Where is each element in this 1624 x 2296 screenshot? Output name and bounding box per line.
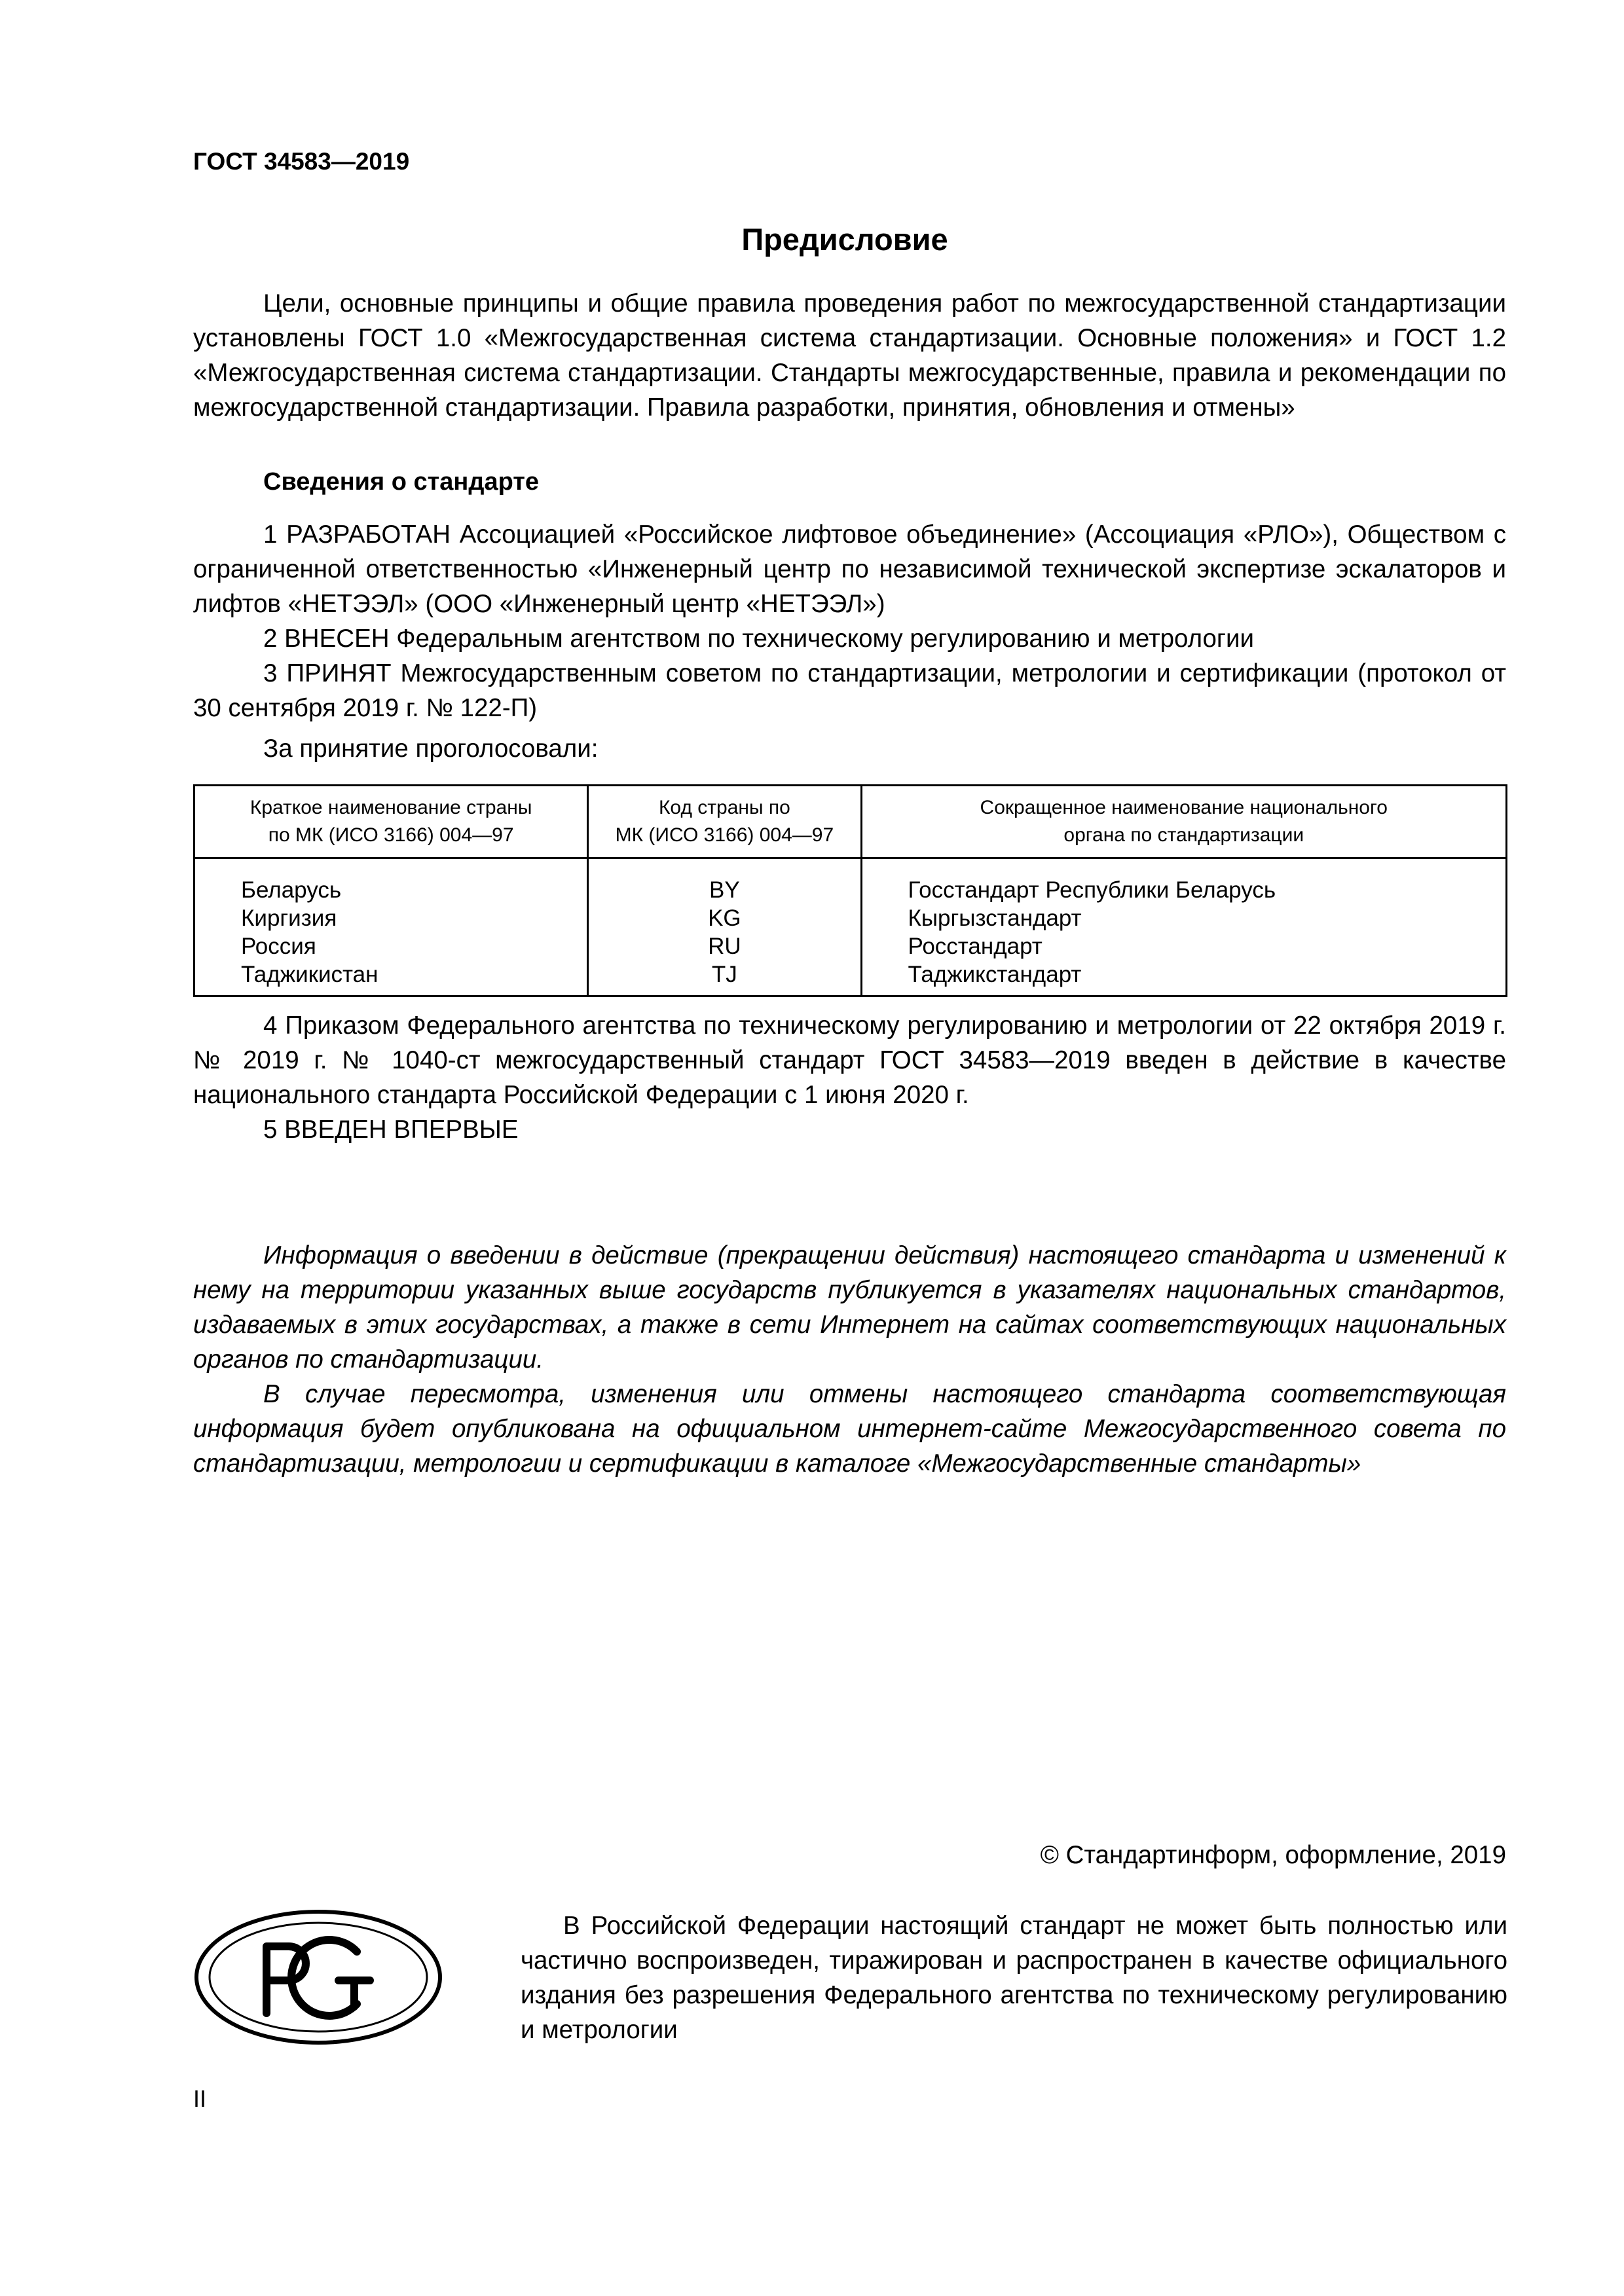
table-header-row	[194, 786, 1507, 858]
voting-countries-table	[193, 784, 1507, 997]
notice-paragraph-1: Информация о введении в действие (прекращении действия) настоящего стандарта и изменений к нему на территории указанных выше государств публикуется в указателях национальных стандартов, издаваемых в этих государствах, а также в сети Интернет на сайтах соответствующих национальных органов по стандартизации.	[193, 1241, 1506, 1374]
document-code: ГОСТ 34583—2019	[193, 148, 410, 175]
page-number: II	[193, 2085, 207, 2112]
cell-body: Кыргызстандарт	[861, 904, 1506, 932]
cell-country: Россия	[194, 932, 588, 960]
cell-code: BY	[588, 866, 861, 904]
cell-country: Таджикистан	[194, 960, 588, 996]
table-row	[194, 866, 1507, 904]
copyright-line: © Стандартинформ, оформление, 2019	[1040, 1841, 1506, 1869]
table-row	[194, 904, 1507, 932]
table-row	[194, 960, 1507, 996]
reproduction-rights-notice: В Российской Федерации настоящий стандарт не может быть полностью или частично воспроизведен, тиражирован и распространен в качестве официального издания без разрешения Федерального агентства по техническому регулированию и метрологии	[521, 1912, 1507, 2044]
vote-label: За принятие проголосовали:	[263, 735, 599, 763]
cell-code: RU	[588, 932, 861, 960]
table-separator	[194, 858, 1507, 866]
header-country-code: Код страны по МК (ИСО 3166) 004—97	[588, 786, 861, 858]
cell-body: Госстандарт Республики Беларусь	[861, 866, 1506, 904]
cell-body: Росстандарт	[861, 932, 1506, 960]
cell-country: Беларусь	[194, 866, 588, 904]
svg-text:РСТ: РСТ	[318, 2039, 320, 2040]
item-developed: 1 РАЗРАБОТАН Ассоциацией «Российское лифтовое объединение» (Ассоциация «РЛО»), Обществом с ограниченной ответственностью «Инженерный центр по независимой технической экспертизе эскалаторов и лифтов «НЕТЭЭЛ» (ООО «Инженерный центр «НЕТЭЭЛ»)	[193, 520, 1506, 618]
cell-body: Таджикстандарт	[861, 960, 1506, 996]
page-title: Предисловие	[741, 222, 948, 257]
table-row	[194, 932, 1507, 960]
standard-info-heading: Сведения о стандарте	[263, 468, 540, 496]
notice-paragraph-2: В случае пересмотра, изменения или отмены настоящего стандарта соответствующая информация будет опубликована на официальном интернет-сайте Межгосударственного совета по стандартизации, метрологии и сертификации в каталоге «Межгосударственные стандарты»	[193, 1380, 1506, 1478]
item-adopted: 3 ПРИНЯТ Межгосударственным советом по стандартизации, метрологии и сертификации (протокол от 30 сентября 2019 г. № 122-П)	[193, 659, 1506, 722]
intro-paragraph: Цели, основные принципы и общие правила проведения работ по межгосударственной стандартизации установлены ГОСТ 1.0 «Межгосударственная система стандартизации. Основные положения» и ГОСТ 1.2 «Межгосударственная система стандартизации. Стандарты межгосударственные, правила и рекомендации по межгосударственной стандартизации. Правила разработки, принятия, обновления и отмены»	[193, 289, 1506, 422]
header-country-name: Краткое наименование страны по МК (ИСО 3166) 004—97	[194, 786, 588, 858]
rst-logo	[193, 1908, 443, 2046]
cell-code: TJ	[588, 960, 861, 996]
cell-code: KG	[588, 904, 861, 932]
cell-country: Киргизия	[194, 904, 588, 932]
header-national-body: Сокращенное наименование национального органа по стандартизации	[861, 786, 1506, 858]
item-submitted: 2 ВНЕСЕН Федеральным агентством по техническому регулированию и метрологии	[263, 625, 1254, 653]
item-first-introduced: 5 ВВЕДЕН ВПЕРВЫЕ	[263, 1116, 519, 1144]
item-order: 4 Приказом Федерального агентства по техническому регулированию и метрологии от 22 октября 2019 г. № 2019 г. № 1040-ст межгосударственный стандарт ГОСТ 34583—2019 введен в действие в качестве национального стандарта Российской Федерации с 1 июня 2020 г.	[193, 1011, 1506, 1109]
